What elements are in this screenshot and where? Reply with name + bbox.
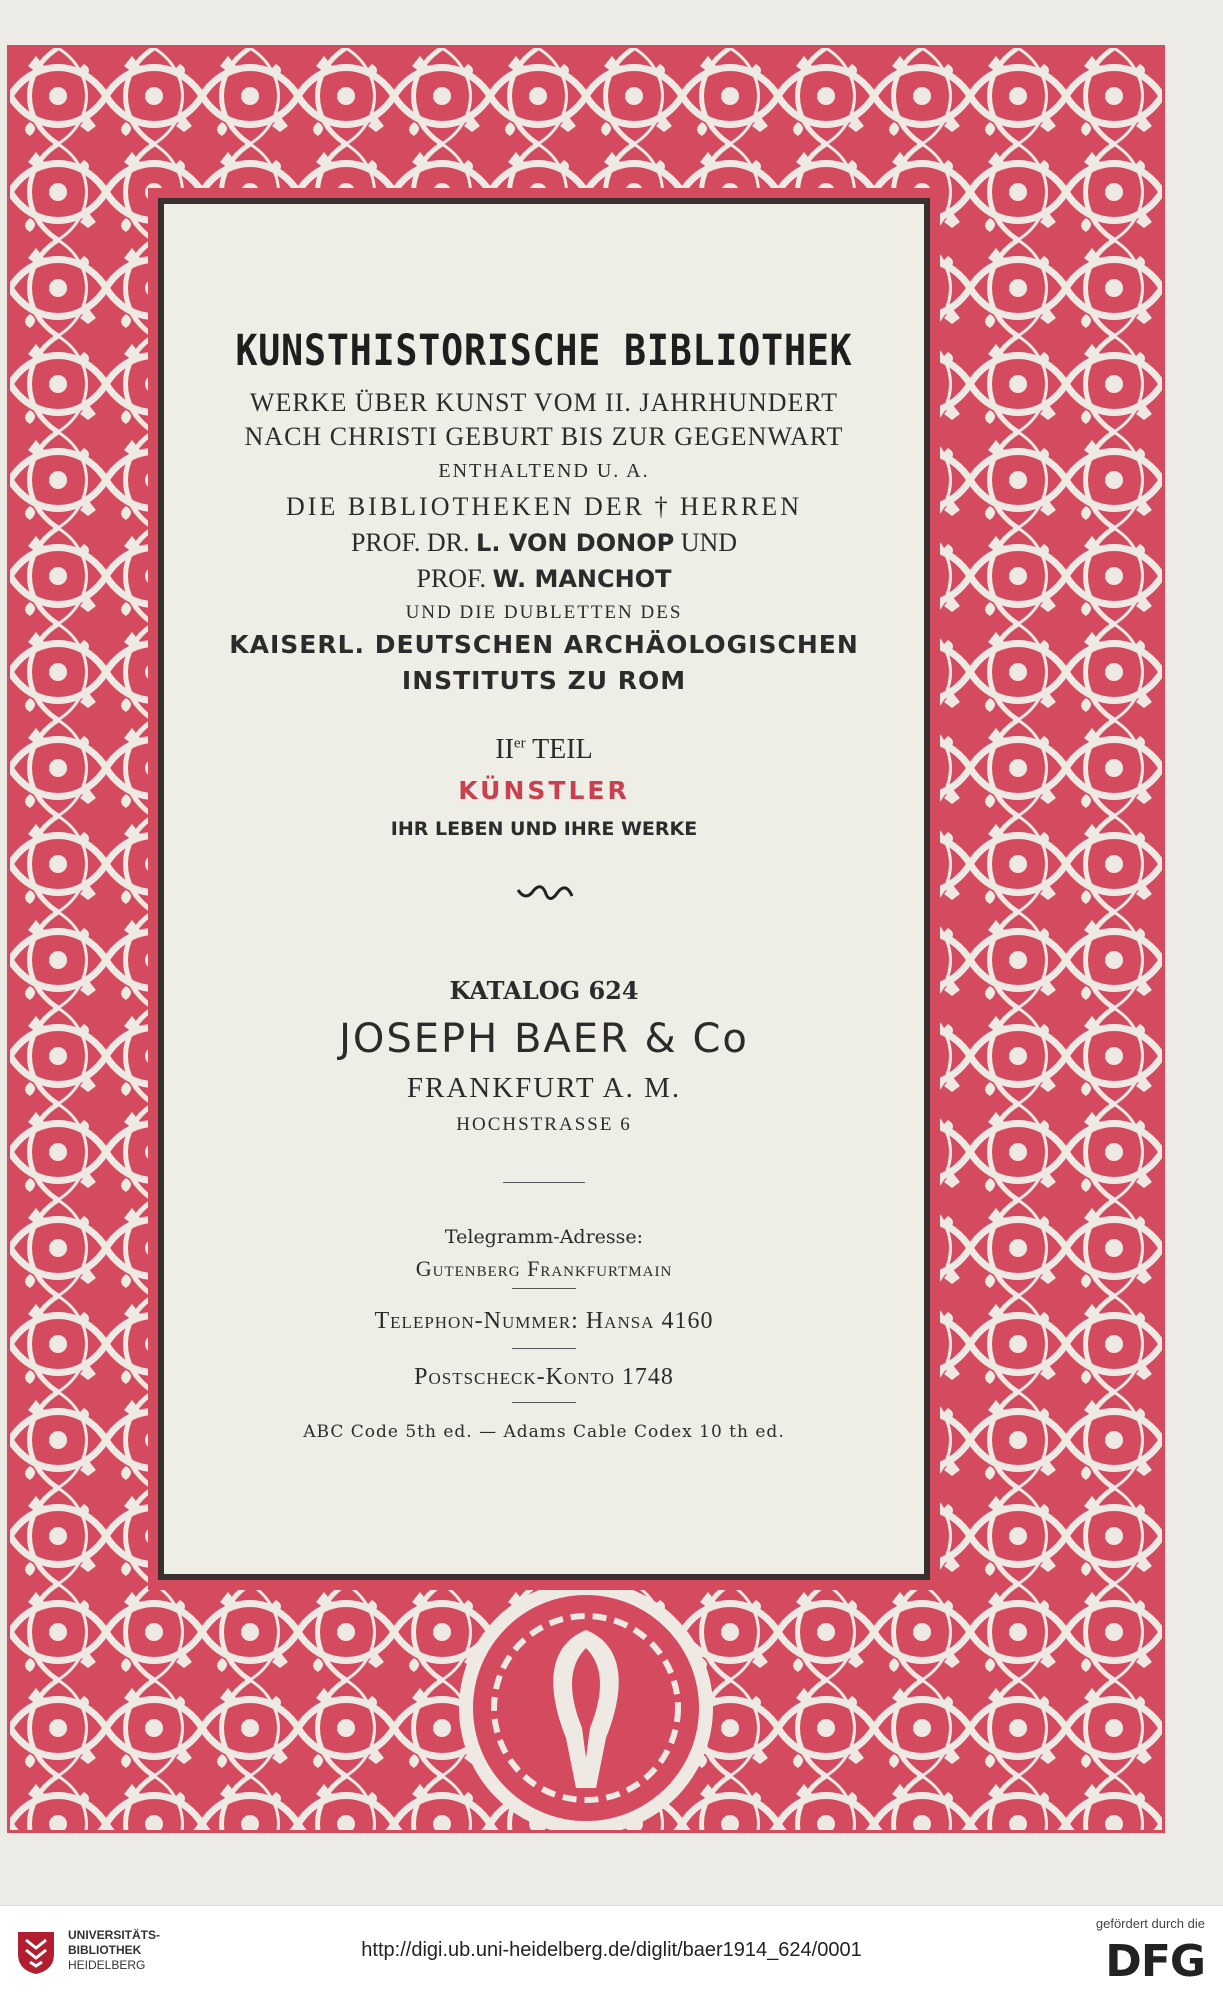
kuenstler-heading: KÜNSTLER bbox=[458, 776, 630, 805]
manchot-name: W. MANCHOT bbox=[492, 565, 672, 593]
page-title: KUNSTHISTORISCHE BIBLIOTHEK bbox=[235, 326, 853, 376]
funder-caption: gefördert durch die bbox=[1095, 1916, 1205, 1931]
cable-codes-line: ABC Code 5th ed. — Adams Cable Codex 10 th ed. bbox=[303, 1422, 785, 1442]
telephon-line: Telephon-Nummer: Hansa 4160 bbox=[374, 1308, 714, 1334]
dfg-logo: DFG bbox=[1105, 1936, 1205, 1987]
firm-name: JOSEPH BAER & Co bbox=[339, 1016, 749, 1062]
crest-ornament-icon bbox=[466, 1588, 706, 1828]
permalink-url[interactable]: http://digi.ub.uni-heidelberg.de/diglit/baer1914_624/0001 bbox=[361, 1939, 862, 1961]
institut-line-1: KAISERL. DEUTSCHEN ARCHÄOLOGISCHEN bbox=[229, 630, 859, 659]
teil-number: II bbox=[495, 734, 514, 765]
donop-prefix: PROF. DR. bbox=[350, 528, 470, 557]
subtitle-line-2: NACH CHRISTI GEBURT BIS ZUR GEGENWART bbox=[244, 422, 844, 451]
title-panel bbox=[158, 198, 930, 1580]
divider-rule bbox=[512, 1348, 576, 1349]
postscheck-line: Postscheck-Konto 1748 bbox=[414, 1364, 674, 1390]
manchot-prefix: PROF. bbox=[416, 564, 486, 593]
donop-suffix: UND bbox=[680, 528, 738, 557]
divider-rule bbox=[512, 1288, 576, 1289]
firm-city: FRANKFURT A. M. bbox=[406, 1072, 682, 1104]
library-line-3: HEIDELBERG bbox=[68, 1958, 146, 1972]
bibliotheken-line: DIE BIBLIOTHEKEN DER † HERREN bbox=[286, 492, 802, 521]
dubletten-line: UND DIE DUBLETTEN DES bbox=[405, 602, 683, 623]
katalog-number: KATALOG 624 bbox=[449, 976, 639, 1005]
divider-rule bbox=[512, 1402, 576, 1403]
manchot-line bbox=[164, 564, 924, 594]
enthaltend-line: ENTHALTEND U. A. bbox=[438, 460, 650, 482]
donop-name: L. VON DONOP bbox=[476, 529, 675, 557]
decorative-border bbox=[10, 48, 1162, 1830]
ornament-divider-icon bbox=[516, 884, 574, 906]
subtitle-line-1: WERKE ÜBER KUNST VOM II. JAHRHUNDERT bbox=[249, 388, 839, 417]
teil-line bbox=[164, 734, 924, 766]
telegramm-label: Telegramm-Adresse: bbox=[444, 1226, 644, 1248]
digitization-footer bbox=[0, 1905, 1223, 1997]
leben-line: IHR LEBEN UND IHRE WERKE bbox=[390, 818, 698, 840]
library-line-1: UNIVERSITÄTS- bbox=[68, 1928, 161, 1942]
teil-superscript: er bbox=[513, 735, 526, 752]
firm-street: HOCHSTRASSE 6 bbox=[456, 1114, 632, 1135]
donop-line bbox=[164, 528, 924, 558]
institut-line-2: INSTITUTS ZU ROM bbox=[401, 666, 687, 695]
telegramm-address: Gutenberg Frankfurtmain bbox=[415, 1256, 673, 1281]
library-line-2: BIBLIOTHEK bbox=[68, 1943, 142, 1957]
teil-word: TEIL bbox=[532, 734, 593, 765]
divider-rule bbox=[503, 1182, 585, 1183]
